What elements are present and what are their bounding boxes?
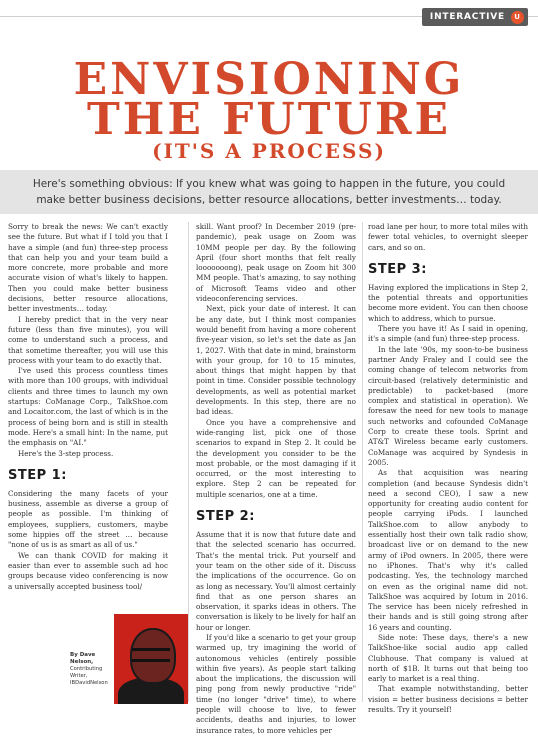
- paragraph: Once you have a comprehensive and wide-ranging list, pick one of those scenarios to expand in Step 2. It could be the development you consider to be the most probable, or the most damaging if it occurred, or the most interesting to explore. Step 2 can be repeated for multiple scenarios, one at a time.: [196, 417, 356, 499]
- article-column-1: [8, 222, 168, 592]
- author-photo: [114, 614, 188, 704]
- author-role: Contributing Writer,: [70, 666, 103, 679]
- paragraph: Having explored the implications in Step 2, the potential threats and opportunities become more evident. You can then choose which to address, which to pursue.: [368, 282, 528, 323]
- paragraph: If you'd like a scenario to get your group warmed up, try imagining the world of autonomous vehicles (entirely possible within five years). As people start talking about the implications, the discussion will ping pong from newly productive "ride" time (no longer "drive" time), to where people will choose to live, to fewer accidents, deaths and injuries, to lower insurance rates, to more vehicles per: [196, 632, 356, 735]
- author-byline: [70, 652, 120, 687]
- column-divider: [188, 222, 189, 702]
- paragraph: Assume that it is now that future date and that the selected scenario has occurred. That's the mental trick. Put yourself and your team on the other side of it. Discuss the implications of the occurrence. Go on as long as necessary. You'll almost certainly find that as one person shares an observation, it sparks ideas in others. The conversation is likely to be lively for half an hour or longer.: [196, 530, 356, 632]
- paragraph: Considering the many facets of your business, assemble as diverse a group of people as possible. I'm thinking of employees, suppliers, customers, maybe some hippies off the street … because "none of us is as smart as all of us.": [8, 488, 168, 550]
- author-photo-glasses: [132, 648, 170, 662]
- magazine-logo-icon: U: [511, 11, 524, 24]
- article-column-2: [196, 222, 356, 736]
- paragraph: road lane per hour, to more total miles with fewer total vehicles, to overnight sleeper cars, and so on.: [368, 222, 528, 252]
- author-name: By Dave Nelson,: [70, 652, 96, 665]
- intro-banner: [0, 170, 538, 214]
- article-column-3: [368, 222, 528, 715]
- headline-line-2: THE FUTURE: [87, 94, 451, 145]
- paragraph: There you have it! As I said in opening, it's a simple (and fun) three-step process.: [368, 324, 528, 344]
- paragraph: Side note: These days, there's a new TalkShoe-like social audio app called Clubhouse. That company is valued at north of $1B. It turns out that being too early to market is a real thing.: [368, 632, 528, 684]
- paragraph: Sorry to break the news: We can't exactly see the future. But what if I told you that I have a simple (and fun) three-step process that can help you and your team build a more concrete, more probable and more accurate vision of what's likely to happen. Then you could make better business decisions, better resource allocations, better investments… today.: [8, 222, 168, 314]
- paragraph: skill. Want proof? In December 2019 (pre-pandemic), peak usage on Zoom was 10MM people per day. By the following April (four short months that felt really looooooong), peak usage on Zoom hit 300 MM people. That's amazing, to say nothing of Microsoft Teams video and other videoconferencing services.: [196, 222, 356, 304]
- column-divider: [362, 222, 363, 702]
- step-1-heading: STEP 1:: [8, 467, 67, 483]
- paragraph: Next, pick your date of interest. It can be any date, but I think most companies would benefit from having a more coherent five-year vision, so let's set the date as Jan 1, 2027. With that date in mind, brainstorm with your group, for 10 to 15 minutes, about things that might happen by that point in time. Consider possible technology developments, as well as potential market developments. In this step, there are no bad ideas.: [196, 304, 356, 417]
- section-tag: [422, 8, 528, 26]
- step-3-heading: STEP 3:: [368, 261, 427, 277]
- author-handle: IBDavidNelson: [70, 680, 108, 686]
- section-label: INTERACTIVE: [429, 12, 505, 22]
- intro-text: Here's something obvious: If you knew what was going to happen in the future, you could make better business decisions, better resource allocations, better investments… today.: [32, 178, 506, 206]
- paragraph: I've used this process countless times with more than 100 groups, with individual clients and three times to launch my own startups: CoManage Corp., TalkShoe.com and Locaitor.com, the last of which is in the process of being born and is still in stealth mode. Here's a small hint: In the name, put the emphasis on "AI.": [8, 366, 168, 448]
- top-bar: [0, 0, 538, 30]
- paragraph: I hereby predict that in the very near future (less than five minutes), you will come to understand such a process, and that sometime thereafter, you will use this process with your team to do exactly that.: [8, 314, 168, 365]
- paragraph: In the late '90s, my soon-to-be business partner Andy Fraley and I could see the coming change of telecom networks from circuit-based (relatively deterministic and predictable) to packet-based (more complex and statistical in operation). We foresaw the need for new tools to manage such networks and cofounded CoManage Corp to create these tools. Sprint and AT&T Wireless became early customers. CoManage was acquired by Syndesis in 2005.: [368, 344, 528, 467]
- headline-subtitle: (IT'S A PROCESS): [152, 139, 386, 163]
- paragraph: We can thank COVID for making it easier than ever to assemble such ad hoc groups because video conferencing is now a universally accepted business tool/: [8, 550, 168, 591]
- paragraph: As that acquisition was nearing completion (and because Syndesis didn't need a second CEO), I saw a new opportunity for creating audio content for people carrying iPods. I launched TalkShoe.com to allow anybody to essentially host their own talk radio show, broadcast live or on demand to the new army of iPod owners. In 2005, there were no iPhones. That's why it's called podcasting. Yes, the technology marched on even as the original name did not. TalkShoe was acquired by Iotum in 2016. The service has been nicely refreshed in their hands and is still going strong after 16 years and counting.: [368, 468, 528, 632]
- paragraph: Here's the 3-step process.: [18, 448, 114, 458]
- headline-line-1: ENVISIONING: [73, 54, 465, 105]
- paragraph: That example notwithstanding, better vision = better business decisions = better results. Try it yourself!: [368, 684, 528, 715]
- step-2-heading: STEP 2:: [196, 509, 255, 525]
